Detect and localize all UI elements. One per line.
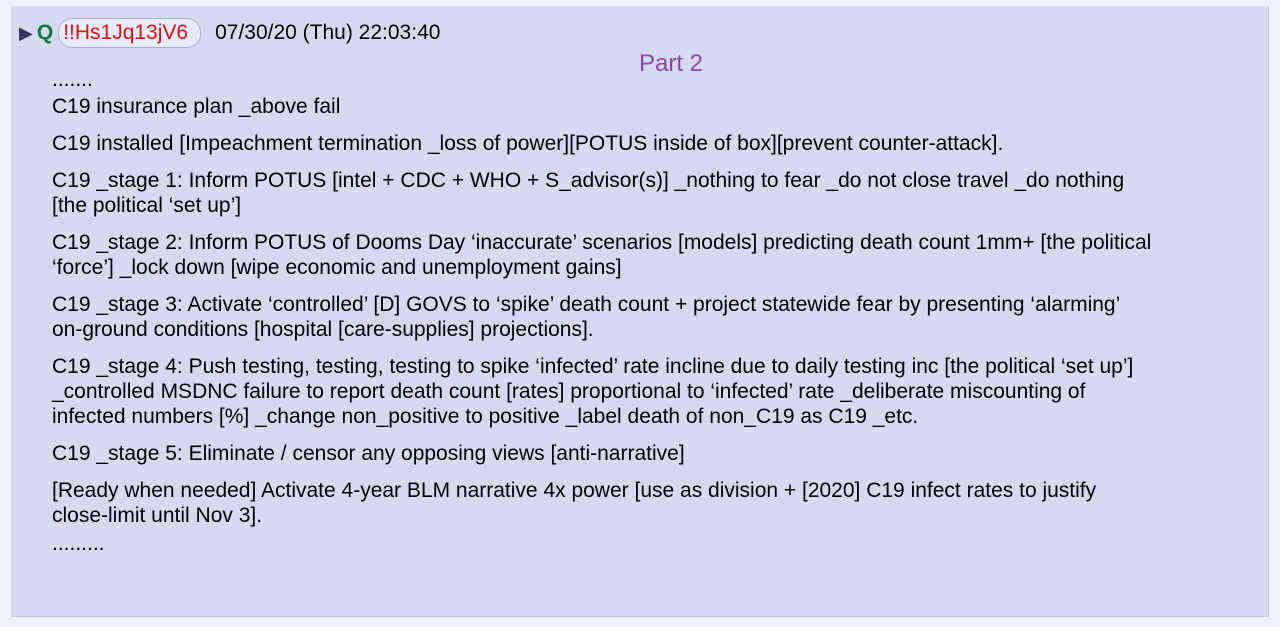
post-paragraph: C19 _stage 5: Eliminate / censor any opposing views [anti-narrative]: [52, 442, 685, 465]
post-paragraph: C19 installed [Impeachment termination _loss of power][POTUS inside of box][prevent counter-attack].: [52, 132, 1004, 155]
post-paragraph: C19 _stage 2: Inform POTUS of Dooms Day ‘inaccurate’ scenarios [models] predicting death count 1mm+ [the political ‘force’] _lock down [wipe economic and unemployment gains]: [52, 231, 1152, 279]
ellipsis-top: .......: [52, 68, 93, 91]
post-paragraph: [Ready when needed] Activate 4-year BLM narrative 4x power [use as division + [2020] C19 infect rates to justify close-limit until Nov 3].: [52, 479, 1097, 527]
tripcode-badge[interactable]: !!Hs1Jq13jV6: [58, 18, 201, 48]
post-paragraph: C19 _stage 3: Activate ‘controlled’ [D] GOVS to ‘spike’ death count + project statewide fear by presenting ‘alarming’ on-ground conditions [hospital [care-supplies] projections].: [52, 293, 1120, 341]
post-body: [52, 68, 1152, 556]
post-paragraph: C19 _stage 4: Push testing, testing, testing to spike ‘infected’ rate incline due to daily testing inc [the political ‘set up’] _controlled MSDNC failure to report death count [rates] proportional to ‘infected’ rate _deliberate miscounting of infected numbers [%] _change non_positive to positive _label death of non_C19 as C19 _etc.: [52, 355, 1134, 428]
post-datetime: 07/30/20 (Thu) 22:03:40: [215, 21, 441, 44]
ellipsis-bottom: .........: [52, 532, 105, 555]
post-paragraph: C19 _stage 1: Inform POTUS [intel + CDC + WHO + S_advisor(s)] _nothing to fear _do not close travel _do nothing [the political ‘set up’]: [52, 169, 1125, 217]
part-title: Part 2: [639, 50, 704, 77]
post-container: [11, 6, 1269, 617]
poster-name: Q: [36, 21, 54, 44]
post-menu-arrow-icon[interactable]: ▶: [19, 23, 33, 43]
post-header: [19, 18, 440, 48]
post-paragraph: C19 insurance plan _above fail: [52, 95, 341, 118]
